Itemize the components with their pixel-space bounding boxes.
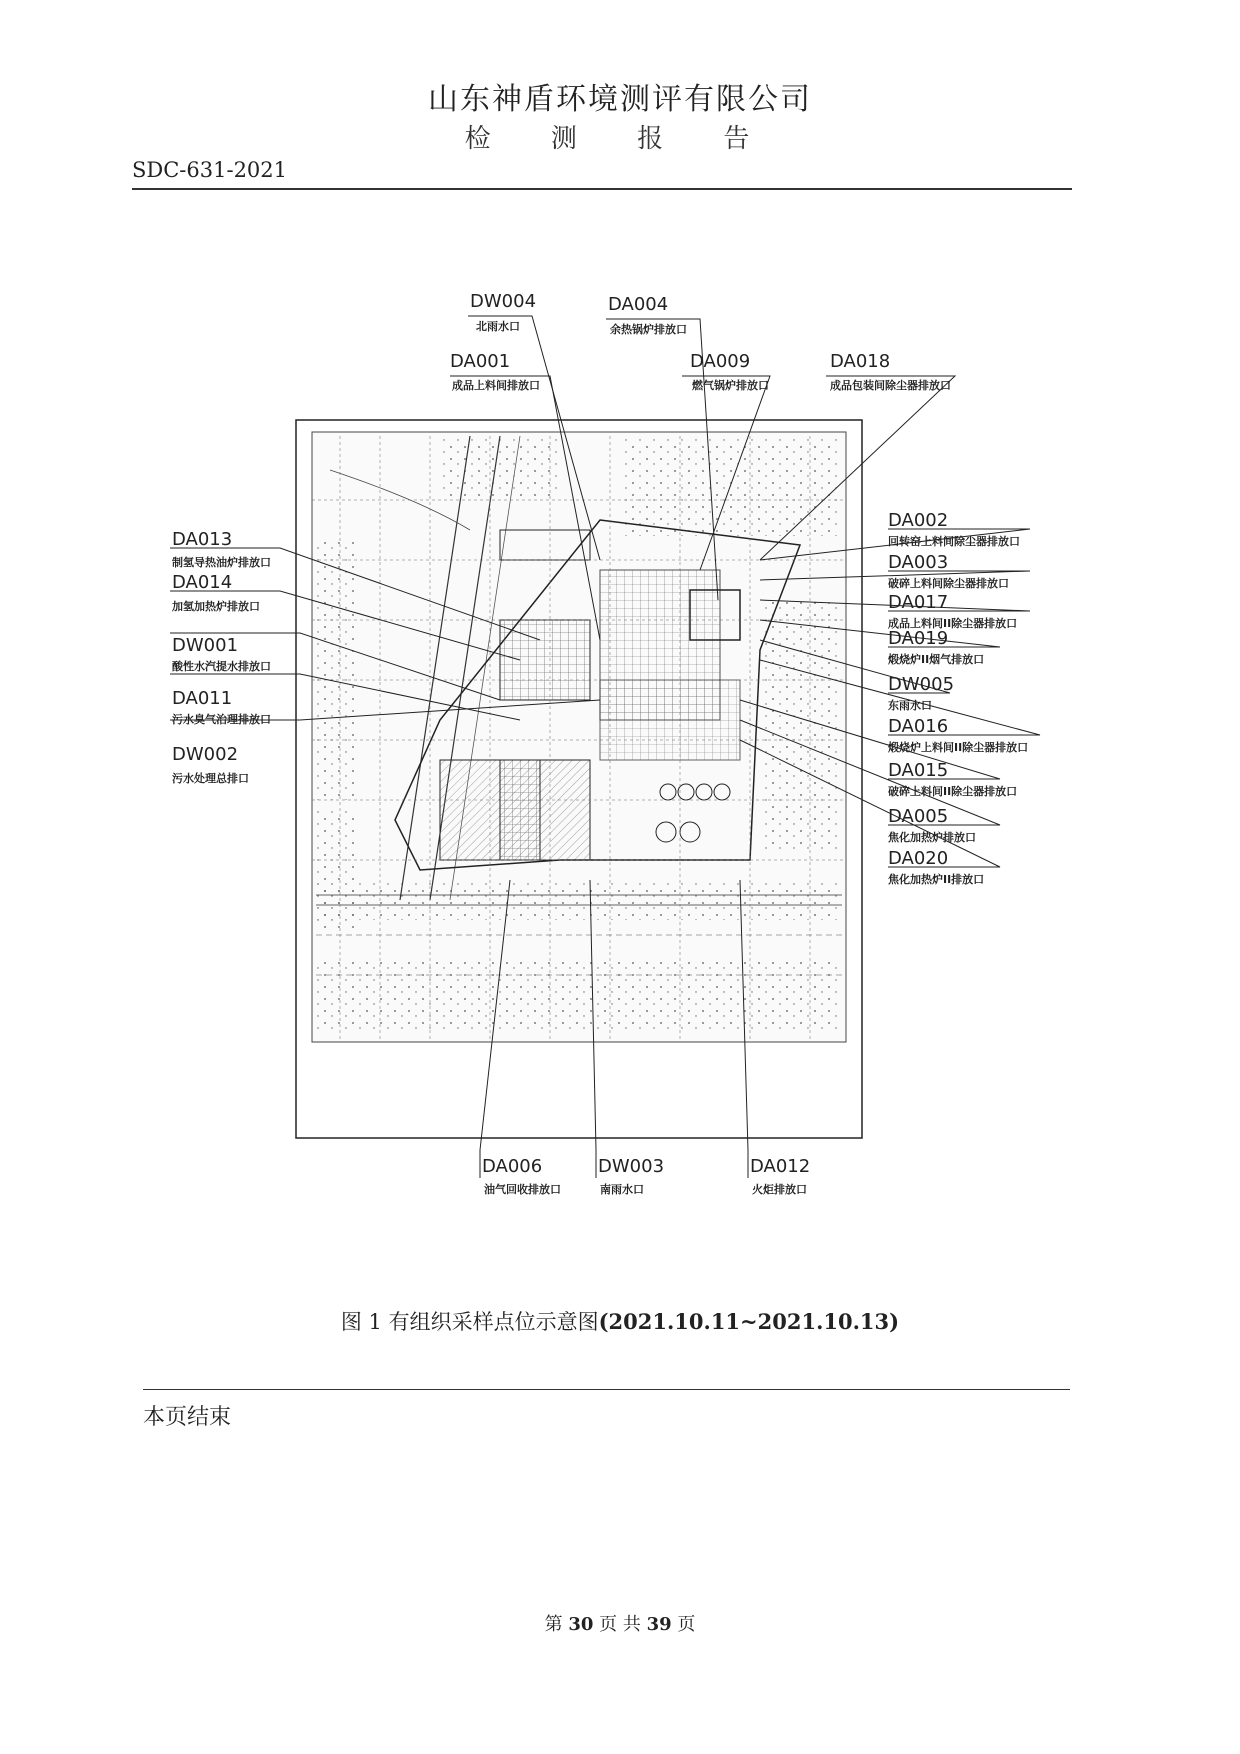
- svg-text:DA014: DA014: [172, 572, 233, 593]
- svg-text:DA015: DA015: [888, 760, 949, 781]
- svg-text:DA018: DA018: [830, 351, 891, 372]
- svg-text:DA012: DA012: [750, 1156, 811, 1177]
- svg-text:DA020: DA020: [888, 848, 949, 869]
- svg-text:DW001: DW001: [172, 635, 239, 656]
- page-total: 39: [646, 1614, 672, 1635]
- svg-text:破碎上料间II除尘器排放口: 破碎上料间II除尘器排放口: [888, 785, 1018, 798]
- svg-text:火炬排放口: 火炬排放口: [752, 1183, 807, 1196]
- figure-caption: [0, 1306, 1240, 1336]
- svg-text:加氢加热炉排放口: 加氢加热炉排放口: [172, 600, 260, 613]
- svg-text:DW005: DW005: [888, 674, 955, 695]
- svg-text:成品上料间II除尘器排放口: 成品上料间II除尘器排放口: [888, 617, 1018, 630]
- end-rule: [143, 1389, 1070, 1390]
- footer-post: 页: [677, 1614, 696, 1635]
- svg-text:污水处理总排口: 污水处理总排口: [172, 772, 249, 785]
- label-DA004: [608, 294, 687, 336]
- company-name: 山东神盾环境测评有限公司: [428, 82, 812, 117]
- svg-text:DA017: DA017: [888, 592, 949, 613]
- svg-text:DA002: DA002: [888, 510, 949, 531]
- svg-text:焦化加热炉排放口: 焦化加热炉排放口: [888, 831, 976, 844]
- svg-text:DA006: DA006: [482, 1156, 543, 1177]
- page-footer: [0, 1610, 1240, 1636]
- svg-text:DA003: DA003: [888, 552, 949, 573]
- svg-text:北雨水口: 北雨水口: [476, 320, 520, 333]
- svg-text:余热锅炉排放口: 余热锅炉排放口: [610, 323, 687, 336]
- label-DA006: [482, 1156, 561, 1196]
- label-DA009: [690, 351, 769, 392]
- svg-text:煅烧炉上料间II除尘器排放口: 煅烧炉上料间II除尘器排放口: [888, 741, 1029, 754]
- label-DW002: [172, 744, 249, 785]
- svg-text:成品包装间除尘器排放口: 成品包装间除尘器排放口: [830, 379, 951, 392]
- svg-text:煅烧炉II烟气排放口: 煅烧炉II烟气排放口: [888, 653, 985, 666]
- caption-title: 图 1 有组织采样点位示意图: [340, 1310, 599, 1334]
- svg-text:燃气锅炉排放口: 燃气锅炉排放口: [692, 379, 769, 392]
- svg-text:油气回收排放口: 油气回收排放口: [484, 1183, 561, 1196]
- svg-text:焦化加热炉II排放口: 焦化加热炉II排放口: [888, 873, 985, 886]
- svg-text:制氢导热油炉排放口: 制氢导热油炉排放口: [172, 556, 271, 569]
- document-number: SDC-631-2021: [132, 158, 288, 182]
- svg-text:南雨水口: 南雨水口: [600, 1183, 644, 1196]
- label-DW004: [470, 291, 536, 333]
- svg-text:破碎上料间除尘器排放口: 破碎上料间除尘器排放口: [888, 577, 1009, 590]
- page-number: 30: [568, 1614, 594, 1635]
- svg-text:DW003: DW003: [598, 1156, 665, 1177]
- end-of-page-note: 本页结束: [143, 1405, 232, 1430]
- label-DW003: [598, 1156, 664, 1196]
- label-DA018: [830, 351, 951, 392]
- caption-dates: (2021.10.11~2021.10.13): [598, 1309, 900, 1334]
- svg-text:污水臭气治理排放口: 污水臭气治理排放口: [172, 713, 271, 726]
- svg-text:东雨水口: 东雨水口: [888, 699, 932, 712]
- label-DA013: [172, 529, 271, 569]
- footer-mid: 页 共: [599, 1614, 641, 1635]
- report-type: 检 测 报 告: [464, 124, 776, 154]
- svg-text:DA001: DA001: [450, 351, 511, 372]
- svg-text:回转窑上料间除尘器排放口: 回转窑上料间除尘器排放口: [888, 535, 1020, 548]
- label-DW001: [172, 635, 271, 673]
- svg-text:酸性水汽提水排放口: 酸性水汽提水排放口: [172, 660, 271, 673]
- svg-text:DA011: DA011: [172, 688, 233, 709]
- label-DW005: [888, 674, 954, 712]
- svg-text:DA016: DA016: [888, 716, 949, 737]
- label-DA014: [172, 572, 260, 613]
- label-DA001: [450, 351, 540, 392]
- svg-text:DA019: DA019: [888, 628, 949, 649]
- label-DA012: [750, 1156, 810, 1196]
- svg-text:DA009: DA009: [690, 351, 751, 372]
- svg-text:DW002: DW002: [172, 744, 239, 765]
- svg-text:成品上料间排放口: 成品上料间排放口: [452, 379, 540, 392]
- label-DA011: [172, 688, 271, 726]
- svg-text:DA004: DA004: [608, 294, 669, 315]
- footer-pre: 第: [544, 1614, 563, 1635]
- svg-text:DA013: DA013: [172, 529, 233, 550]
- svg-text:DW004: DW004: [470, 291, 537, 312]
- svg-text:DA005: DA005: [888, 806, 949, 827]
